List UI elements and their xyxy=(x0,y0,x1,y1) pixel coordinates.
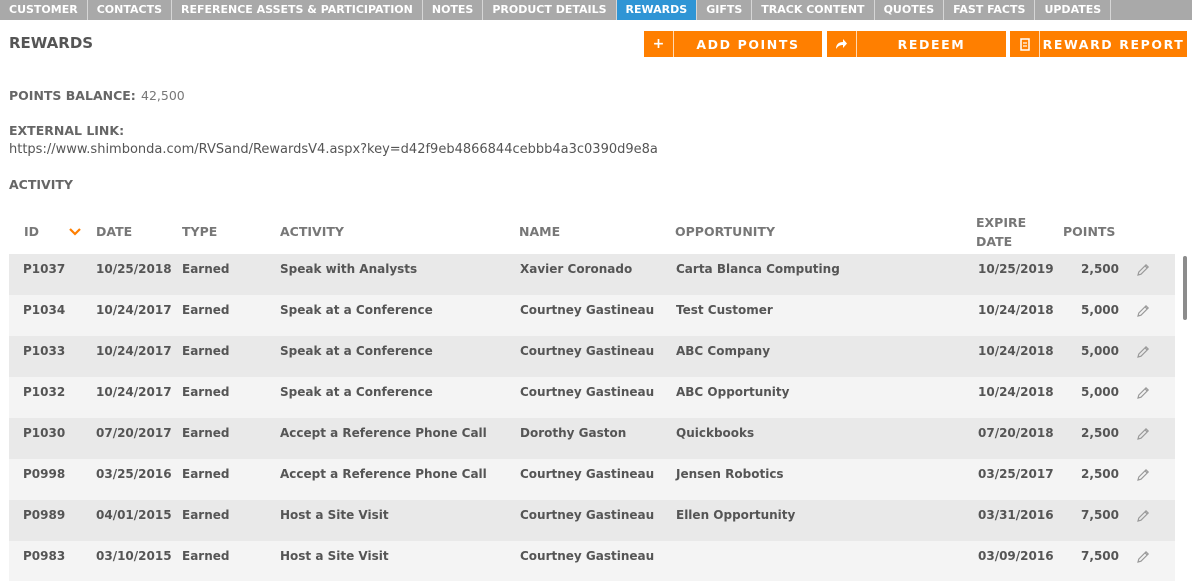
cell-opportunity: Test Customer xyxy=(676,303,773,317)
cell-date: 03/25/2016 xyxy=(96,467,172,481)
cell-date: 10/24/2017 xyxy=(96,385,172,399)
cell-id: P1030 xyxy=(23,426,66,440)
reward-report-button[interactable] xyxy=(1010,31,1187,57)
activity-table xyxy=(9,254,1175,581)
cell-id: P0983 xyxy=(23,549,66,563)
cell-type: Earned xyxy=(182,303,230,317)
pencil-icon[interactable] xyxy=(1135,303,1151,319)
cell-date: 10/25/2018 xyxy=(96,262,172,276)
cell-id: P0998 xyxy=(23,467,66,481)
cell-name: Courtney Gastineau xyxy=(520,508,655,522)
cell-name: Courtney Gastineau xyxy=(520,344,655,358)
cell-activity: Accept a Reference Phone Call xyxy=(280,426,487,440)
tab-notes[interactable]: NOTES xyxy=(423,0,484,20)
pencil-icon[interactable] xyxy=(1135,262,1151,278)
cell-type: Earned xyxy=(182,508,230,522)
table-row[interactable] xyxy=(9,459,1175,500)
cell-expire-date: 07/20/2018 xyxy=(978,426,1054,440)
points-balance-value: 42,500 xyxy=(141,88,185,103)
cell-name: Courtney Gastineau xyxy=(520,385,655,399)
cell-date: 10/24/2017 xyxy=(96,344,172,358)
tab-gifts[interactable]: GIFTS xyxy=(697,0,752,20)
reward-report-label: REWARD REPORT xyxy=(1042,36,1185,52)
external-link-label: EXTERNAL LINK: xyxy=(9,123,125,138)
col-header-expire-date[interactable] xyxy=(976,213,1026,251)
cell-id: P1033 xyxy=(23,344,66,358)
cell-name: Courtney Gastineau xyxy=(520,549,655,563)
table-row[interactable] xyxy=(9,418,1175,459)
tab-customer[interactable]: CUSTOMER xyxy=(0,0,88,20)
col-header-type[interactable]: TYPE xyxy=(182,224,218,239)
cell-activity: Speak at a Conference xyxy=(280,344,433,358)
cell-expire-date: 03/31/2016 xyxy=(978,508,1054,522)
add-points-button[interactable] xyxy=(644,31,822,57)
share-arrow-icon xyxy=(827,31,857,57)
pencil-icon[interactable] xyxy=(1135,549,1151,565)
cell-opportunity: Jensen Robotics xyxy=(676,467,784,481)
page-title: REWARDS xyxy=(9,34,94,52)
cell-type: Earned xyxy=(182,262,230,276)
table-row[interactable] xyxy=(9,500,1175,541)
tab-fast-facts[interactable]: FAST FACTS xyxy=(944,0,1035,20)
pencil-icon[interactable] xyxy=(1135,344,1151,360)
cell-opportunity: ABC Opportunity xyxy=(676,385,790,399)
tab-bar xyxy=(0,0,1192,20)
pencil-icon[interactable] xyxy=(1135,508,1151,524)
cell-activity: Speak at a Conference xyxy=(280,303,433,317)
cell-activity: Host a Site Visit xyxy=(280,508,389,522)
col-header-activity[interactable]: ACTIVITY xyxy=(280,224,344,239)
tab-contacts[interactable]: CONTACTS xyxy=(88,0,172,20)
tab-reference-assets[interactable]: REFERENCE ASSETS & PARTICIPATION xyxy=(172,0,423,20)
cell-points: 2,500 xyxy=(1081,426,1119,440)
cell-id: P1034 xyxy=(23,303,66,317)
table-row[interactable] xyxy=(9,377,1175,418)
col-header-id[interactable]: ID xyxy=(24,224,40,239)
cell-type: Earned xyxy=(182,549,230,563)
redeem-label: REDEEM xyxy=(897,36,966,52)
cell-activity: Speak with Analysts xyxy=(280,262,418,276)
col-header-expire-line1: EXPIRE xyxy=(976,215,1027,230)
cell-date: 03/10/2015 xyxy=(96,549,172,563)
pencil-icon[interactable] xyxy=(1135,467,1151,483)
cell-expire-date: 03/25/2017 xyxy=(978,467,1054,481)
scrollbar-thumb[interactable] xyxy=(1183,256,1187,320)
cell-id: P1032 xyxy=(23,385,66,399)
table-row[interactable] xyxy=(9,541,1175,581)
add-points-label: ADD POINTS xyxy=(696,36,800,52)
cell-points: 2,500 xyxy=(1081,262,1119,276)
cell-points: 5,000 xyxy=(1081,385,1119,399)
cell-expire-date: 10/25/2019 xyxy=(978,262,1054,276)
external-link-url[interactable]: https://www.shimbonda.com/RVSand/RewardsV4.aspx?key=d42f9eb4866844cebbb4a3c0390d9e8a xyxy=(9,142,658,157)
cell-expire-date: 03/09/2016 xyxy=(978,549,1054,563)
col-header-points[interactable]: POINTS xyxy=(1063,224,1116,239)
cell-opportunity: Carta Blanca Computing xyxy=(676,262,840,276)
sort-descending-icon[interactable] xyxy=(68,225,82,239)
cell-type: Earned xyxy=(182,344,230,358)
cell-points: 5,000 xyxy=(1081,344,1119,358)
cell-points: 5,000 xyxy=(1081,303,1119,317)
cell-date: 07/20/2017 xyxy=(96,426,172,440)
plus-icon: + xyxy=(644,31,674,57)
cell-expire-date: 10/24/2018 xyxy=(978,385,1054,399)
cell-opportunity: ABC Company xyxy=(676,344,771,358)
cell-type: Earned xyxy=(182,426,230,440)
cell-date: 04/01/2015 xyxy=(96,508,172,522)
table-row[interactable] xyxy=(9,254,1175,295)
cell-points: 7,500 xyxy=(1081,508,1119,522)
redeem-button[interactable] xyxy=(827,31,1006,57)
tab-rewards[interactable]: REWARDS xyxy=(617,0,698,20)
col-header-expire-line2: DATE xyxy=(976,234,1013,249)
col-header-opportunity[interactable]: OPPORTUNITY xyxy=(675,224,776,239)
cell-expire-date: 10/24/2018 xyxy=(978,303,1054,317)
cell-id: P0989 xyxy=(23,508,66,522)
pencil-icon[interactable] xyxy=(1135,385,1151,401)
cell-activity: Host a Site Visit xyxy=(280,549,389,563)
table-row[interactable] xyxy=(9,336,1175,377)
cell-activity: Speak at a Conference xyxy=(280,385,433,399)
cell-date: 10/24/2017 xyxy=(96,303,172,317)
activity-label: ACTIVITY xyxy=(9,177,73,192)
cell-type: Earned xyxy=(182,467,230,481)
cell-name: Courtney Gastineau xyxy=(520,303,655,317)
pencil-icon[interactable] xyxy=(1135,426,1151,442)
tab-quotes[interactable]: QUOTES xyxy=(875,0,945,20)
cell-points: 2,500 xyxy=(1081,467,1119,481)
cell-opportunity: Ellen Opportunity xyxy=(676,508,796,522)
cell-name: Xavier Coronado xyxy=(520,262,633,276)
cell-activity: Accept a Reference Phone Call xyxy=(280,467,487,481)
cell-expire-date: 10/24/2018 xyxy=(978,344,1054,358)
points-balance-label: POINTS BALANCE: xyxy=(9,88,136,103)
tab-product-details[interactable]: PRODUCT DETAILS xyxy=(483,0,616,20)
cell-id: P1037 xyxy=(23,262,66,276)
cell-opportunity: Quickbooks xyxy=(676,426,755,440)
cell-name: Dorothy Gaston xyxy=(520,426,627,440)
cell-points: 7,500 xyxy=(1081,549,1119,563)
col-header-name[interactable]: NAME xyxy=(519,224,561,239)
tab-track-content[interactable]: TRACK CONTENT xyxy=(752,0,874,20)
cell-type: Earned xyxy=(182,385,230,399)
table-row[interactable] xyxy=(9,295,1175,336)
tab-updates[interactable]: UPDATES xyxy=(1035,0,1111,20)
col-header-date[interactable]: DATE xyxy=(96,224,133,239)
cell-name: Courtney Gastineau xyxy=(520,467,655,481)
report-icon xyxy=(1010,31,1040,57)
